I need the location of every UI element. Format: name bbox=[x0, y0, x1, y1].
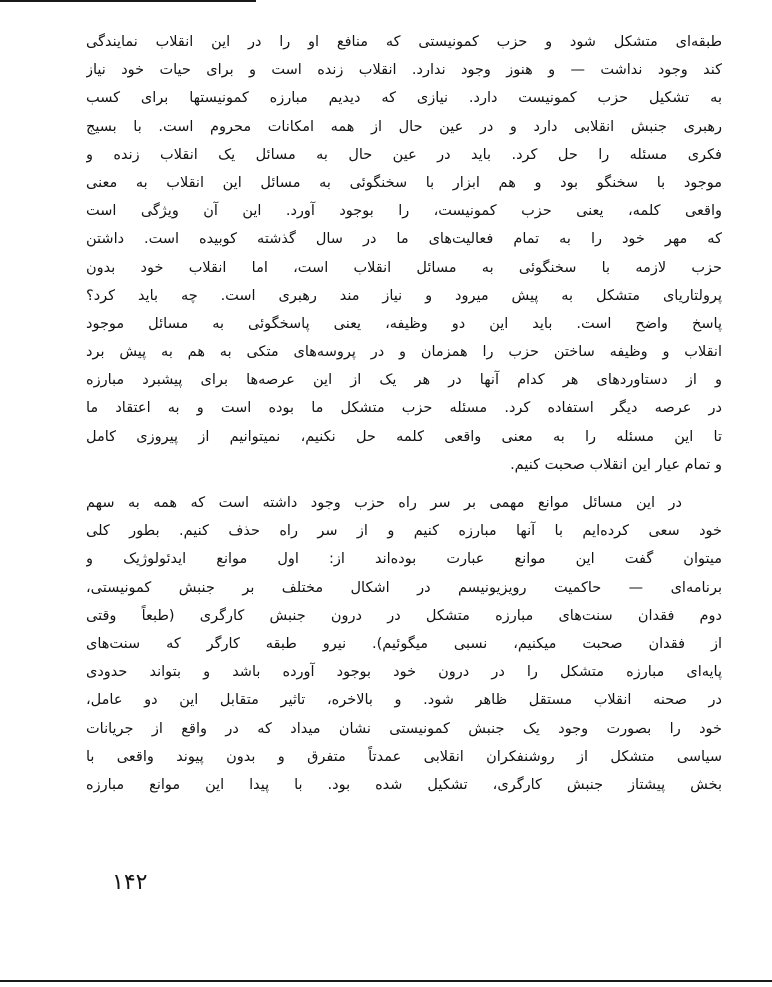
text-line: انقلاب و وظیفه ساختن حزب را همزمان و در پروسه‌های متکی به هم به پیش برد bbox=[86, 344, 722, 361]
text-line: رهبری جنبش انقلابی دارد و در عین حال از همه امکانات محروم است. با بسیج bbox=[86, 118, 722, 135]
text-line: برنامه‌ای — حاکمیت رویزیونیسم در اشکال مختلف بر جنبش کمونیستی، bbox=[86, 579, 722, 596]
text-line: در این مسائل موانع مهمی بر سر راه حزب وجود داشته است که همه به سهم bbox=[86, 495, 682, 511]
text-line: دوم فقدان سنت‌های مبارزه متشکل در درون جنبش کارگری (طبعاً وقتی bbox=[86, 607, 722, 624]
scan-edge-line bbox=[0, 980, 772, 982]
text-line: به تشکیل حزب کمونیست دارد. نیازی که دیدیم مبارزه کمونیستها برای کسب bbox=[86, 90, 722, 107]
paragraph-gap bbox=[86, 479, 722, 489]
text-line: در صحنه انقلاب مستقل ظاهر شود. و بالاخره، تاثیر متقابل این دو عامل، bbox=[86, 692, 722, 709]
text-line: و تمام عیار این انقلاب صحبت کنیم. bbox=[510, 456, 722, 473]
text-line: میتوان گفت این موانع عبارت بوده‌اند از: اول موانع ایدئولوژیک و bbox=[86, 551, 722, 568]
text-line: در عرصه دیگر استفاده کرد. مسئله حزب متشکل ما بوده است و به اعتقاد ما bbox=[86, 400, 722, 417]
text-line: طبقه‌ای متشکل شود و حزب کمونیستی که منافع او را در این انقلاب نمایندگی bbox=[86, 34, 722, 50]
text-line: پاسخ واضح است. باید این دو وظیفه، یعنی پاسخگوئی به مسائل موجود bbox=[86, 315, 722, 332]
text-line: بخش پیشتاز جنبش کارگری، تشکیل شده بود. با پیدا این موانع مبارزه bbox=[86, 776, 722, 793]
scan-edge-line bbox=[0, 0, 256, 2]
text-line: فکری مسئله را حل کرد. باید در عین حال به مسائل یک انقلاب زنده و bbox=[86, 146, 722, 163]
text-line: که مهر خود را به تمام فعالیت‌های ما در سال گذشته کوبیده است. داشتن bbox=[86, 231, 722, 248]
text-line: از فقدان صحبت میکنیم، نسبی میگوئیم). نیرو طبقه کارگر که سنت‌های bbox=[86, 635, 722, 652]
text-line: حزب لازمه با سخنگوئی به مسائل انقلاب است، اما انقلاب خود بدون bbox=[86, 259, 722, 276]
text-line: و از دستاوردهای هر کدام آنها در هر یک از این عرصه‌ها برای پیشبرد مبارزه bbox=[86, 372, 722, 389]
text-line: کند وجود نداشت — و هنوز وجود ندارد. انقلاب زنده است و برای حیات خود نیاز bbox=[86, 62, 722, 79]
paragraph-2 bbox=[86, 489, 722, 799]
text-line: تا این مسئله را به معنی واقعی کلمه حل نکنیم، نمیتوانیم از پیروزی کامل bbox=[86, 428, 722, 445]
text-line: سیاسی متشکل از روشنفکران انقلابی عمدتاً متفرق و بدون پیوند واقعی با bbox=[86, 748, 722, 765]
text-line: موجود با سخنگو بود و هم ابزار با سخنگوئی به مسائل این انقلاب به معنی bbox=[86, 174, 722, 191]
document-page bbox=[86, 28, 722, 799]
paragraph-1 bbox=[86, 28, 722, 479]
text-line: خود را بصورت وجود یک جنبش کمونیستی نشان میداد که در واقع از جریانات bbox=[86, 720, 722, 737]
page-number: ۱۴۲ bbox=[112, 870, 148, 895]
text-line: واقعی کلمه، یعنی حزب کمونیست، را بوجود آورد. این آن ویژگی است bbox=[86, 203, 722, 220]
text-line: پرولتاریای متشکل به پیش میرود و نیاز مند رهبری است. چه باید کرد؟ bbox=[86, 287, 722, 304]
text-line: پایه‌ای مبارزه متشکل را در درون خود بوجود آورده باشد و بتواند حدودی bbox=[86, 664, 722, 681]
text-line: خود سعی کرده‌ایم با آنها مبارزه کنیم و از سر راه حذف کنیم. بطور کلی bbox=[86, 523, 722, 540]
